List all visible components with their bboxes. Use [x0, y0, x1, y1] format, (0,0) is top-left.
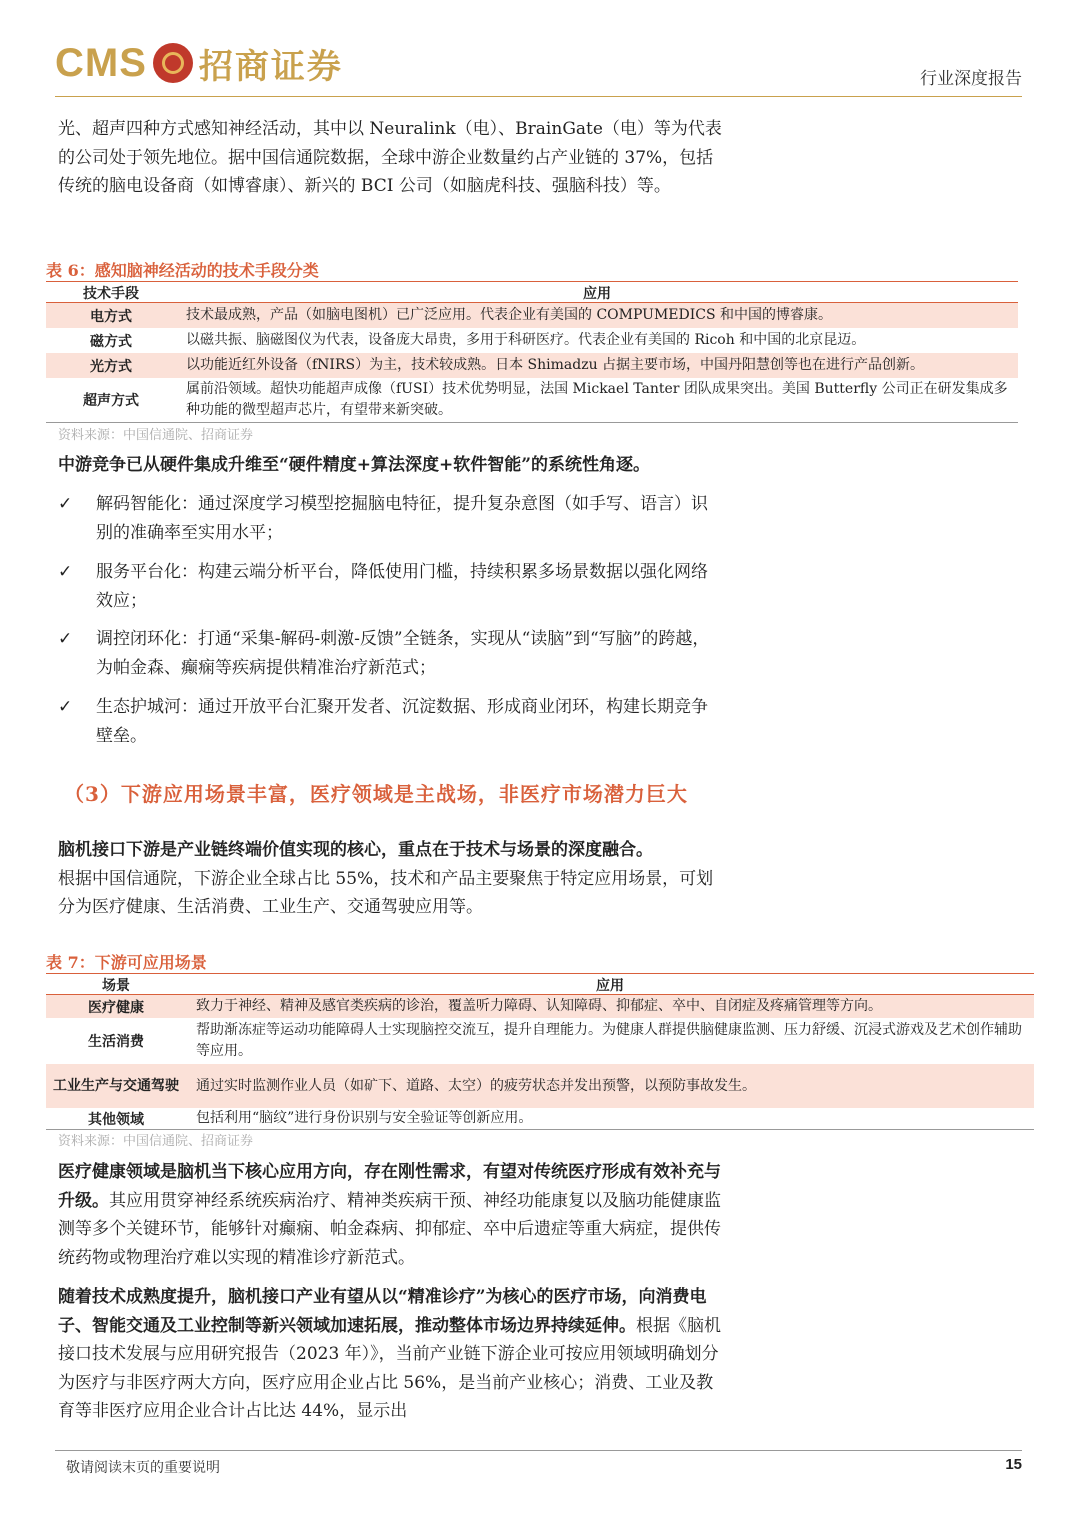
table7-row-name: 其他领域: [88, 1111, 144, 1128]
table7-row-name: 生活消费: [88, 1034, 144, 1050]
logo: [55, 38, 343, 88]
table7-row-name: 工业生产与交通驾驶: [53, 1078, 179, 1094]
report-type: 行业深度报告: [920, 69, 1022, 89]
list-item: [58, 558, 723, 616]
list-item-text: 调控闭环化：打通“采集-解码-刺激-反馈”全链条，实现从“读脑”到“写脑”的跨越，为帕金森、癫痫等疾病提供精准治疗新范式；: [96, 629, 710, 678]
logo-emblem-icon: [153, 43, 193, 83]
medical-paragraph: [58, 1158, 723, 1272]
table6-row-desc: 以磁共振、脑磁图仪为代表，设备庞大昂贵，多用于科研医疗。代表企业有美国的 Ricoh 和中国的北京昆迈。: [186, 332, 866, 348]
table-row: [46, 1108, 1034, 1129]
table6-header-col1: 技术手段: [83, 286, 139, 302]
table7-row-desc: 通过实时监测作业人员（如矿下、道路、太空）的疲劳状态并发出预警，以预防事故发生。: [196, 1077, 756, 1094]
table7-caption: 表 7：下游可应用场景: [46, 953, 207, 972]
table6-row-name: 光方式: [90, 358, 132, 375]
expansion-text: 根据《脑机接口技术发展与应用研究报告（2023 年）》，当前产业链下游企业可按应用领域明确划分为医疗与非医疗两大方向，医疗应用企业占比 56%，是当前产业核心；消费、工业及教育等非医疗应用企业合计占比达 44%，显示出: [58, 1315, 721, 1421]
list-item-text: 服务平台化：构建云端分析平台，降低使用门槛，持续积累多场景数据以强化网络效应；: [96, 562, 708, 611]
check-icon: ✓: [58, 697, 73, 717]
table-row: [46, 1018, 1034, 1064]
table-row: [46, 328, 1018, 353]
table6-header-col2: 应用: [583, 286, 611, 302]
table-row: [46, 995, 1034, 1018]
table6-row-name: 电方式: [90, 308, 132, 325]
table6-row-desc: 技术最成熟，产品（如脑电图机）已广泛应用。代表企业有美国的 COMPUMEDICS 和中国的博睿康。: [186, 307, 833, 323]
expansion-lead: 随着技术成熟度提升，脑机接口产业有望从以“精准诊疗”为核心的医疗市场，向消费电子、智能交通及工业控制等新兴领域加速拓展，推动整体市场边界持续延伸。: [58, 1287, 707, 1336]
downstream-paragraph: [58, 836, 723, 922]
check-icon: ✓: [58, 562, 73, 582]
footer-divider: [55, 1450, 1022, 1451]
list-item-text: 生态护城河：通过开放平台汇聚开发者、沉淀数据、形成商业闭环，构建长期竞争壁垒。: [96, 697, 708, 746]
table6-header: [46, 283, 1018, 302]
logo-cms-text: CMS: [55, 40, 147, 85]
table6-row-desc: 以功能近红外设备（fNIRS）为主，技术较成熟。日本 Shimadzu 占据主要市场，中国丹阳慧创等也在进行产品创新。: [186, 357, 925, 373]
logo-cn-text: 招商证券: [198, 46, 343, 87]
table7-source: 资料来源：中国信通院、招商证券: [58, 1134, 254, 1149]
table6-bottom-rule: [46, 422, 1018, 423]
list-item: [58, 693, 723, 751]
table6-row-name: 磁方式: [90, 333, 132, 350]
table-row: [46, 378, 1018, 422]
check-icon: ✓: [58, 629, 73, 649]
table6-caption: 表 6：感知脑神经活动的技术手段分类: [46, 261, 319, 280]
check-icon: ✓: [58, 494, 73, 514]
medical-text: 其应用贯穿神经系统疾病治疗、精神类疾病干预、神经功能康复以及脑功能健康监测等多个关键环节，能够针对癫痫、帕金森病、抑郁症、卒中后遗症等重大病症，提供传统药物或物理治疗难以实现的精准诊疗新范式。: [58, 1190, 721, 1268]
table7-header: [46, 975, 1034, 994]
page-number: 15: [1005, 1456, 1022, 1473]
header-divider: [55, 96, 1022, 97]
table7-top-rule: [46, 973, 1034, 974]
table-row: [46, 353, 1018, 378]
table7-row-desc: 致力于神经、精神及感官类疾病的诊治，覆盖听力障碍、认知障碍、抑郁症、卒中、自闭症及疼痛管理等方向。: [196, 998, 882, 1014]
table7-header-col2: 应用: [596, 978, 624, 994]
list-item: [58, 490, 723, 548]
downstream-lead: 脑机接口下游是产业链终端价值实现的核心，重点在于技术与场景的深度融合。: [58, 840, 653, 860]
expansion-paragraph: [58, 1283, 723, 1426]
downstream-text: 根据中国信通院，下游企业全球占比 55%，技术和产品主要聚焦于特定应用场景，可划分为医疗健康、生活消费、工业生产、交通驾驶应用等。: [58, 868, 714, 917]
list-item-text: 解码智能化：通过深度学习模型挖掘脑电特征，提升复杂意图（如手写、语言）识别的准确率至实用水平；: [96, 494, 708, 543]
table7-row-desc: 帮助渐冻症等运动功能障碍人士实现脑控交流互，提升自理能力。为健康人群提供脑健康监测、压力舒缓、沉浸式游戏及艺术创作辅助等应用。: [196, 1022, 1022, 1059]
table6-row-desc: 属前沿领域。超快功能超声成像（fUSI）技术优势明显，法国 Mickael Tanter 团队成果突出。美国 Butterfly 公司正在研发集成多种功能的微型超声芯片，有望带来新突破。: [186, 381, 1008, 418]
table-row: [46, 1064, 1034, 1108]
table-row: [46, 303, 1018, 328]
table7-row-name: 医疗健康: [88, 999, 144, 1016]
intro-paragraph: 光、超声四种方式感知神经活动，其中以 Neuralink（电）、BrainGate（电）等为代表的公司处于领先地位。据中国信通院数据，全球中游企业数量约占产业链的 37%，包括传统的脑电设备商（如博睿康）、新兴的 BCI 公司（如脑虎科技、强脑科技）等。: [58, 119, 722, 196]
table6-top-rule: [46, 281, 1018, 282]
table7-row-desc: 包括利用“脑纹”进行身份识别与安全验证等创新应用。: [196, 1110, 533, 1126]
table6-row-name: 超声方式: [83, 393, 139, 409]
midstream-lead: 中游竞争已从硬件集成升维至“硬件精度+算法深度+软件智能”的系统性角逐。: [58, 455, 651, 475]
table7-header-col1: 场景: [102, 978, 130, 994]
section-heading: （3）下游应用场景丰富，医疗领域是主战场，非医疗市场潜力巨大: [64, 782, 688, 806]
table6-source: 资料来源：中国信通院、招商证券: [58, 428, 254, 443]
footer-note: 敬请阅读末页的重要说明: [66, 1460, 220, 1476]
list-item: [58, 625, 723, 683]
medical-lead: 医疗健康领域是脑机当下核心应用方向，存在刚性需求，有望对传统医疗形成有效补充与升级。: [58, 1162, 721, 1211]
